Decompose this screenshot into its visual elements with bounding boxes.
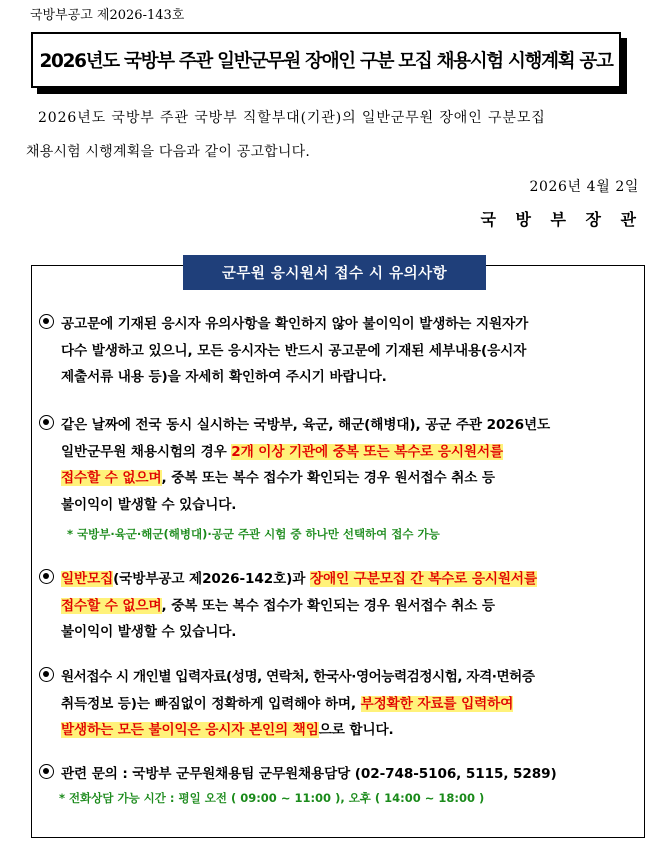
intro-line-2: 채용시험 시행계획을 다음과 같이 공고합니다. xyxy=(26,144,311,160)
bullet-icon xyxy=(39,667,54,682)
item-4-line-1: 원서접수 시 개인별 입력자료(성명, 연락처, 한국사·영어능력검정시험, 자격·면허증 xyxy=(61,669,535,685)
item-2-highlight-2: 접수할 수 없으며 xyxy=(61,470,162,486)
notice-item-1 xyxy=(39,311,639,391)
item-4-highlight-2: 발생하는 모든 불이익은 응시자 본인의 책임 xyxy=(61,722,319,738)
item-2-note: * 국방부·육군·해군(해병대)·공군 주관 시험 중 하나만 선택하여 접수 가능 xyxy=(67,527,440,541)
bullet-icon xyxy=(39,764,54,779)
notice-item-3 xyxy=(39,566,639,646)
item-5-note: * 전화상담 가능 시간 : 평일 오전 ( 09:00 ~ 11:00 ), 오후 ( 14:00 ~ 18:00 ) xyxy=(59,790,485,805)
notice-item-4 xyxy=(39,664,639,744)
item-5-line-1: 관련 문의 : 국방부 군무원채용팀 군무원채용담당 (02-748-5106, 5115, 5289) xyxy=(61,766,557,782)
item-2-line-4: 불이익이 발생할 수 있습니다. xyxy=(61,496,237,513)
bullet-icon xyxy=(39,569,54,584)
bullet-icon xyxy=(39,314,54,329)
intro-line-1: 2026년도 국방부 주관 국방부 직할부대(기관)의 일반군무원 장애인 구분모집 xyxy=(38,110,546,126)
intro-paragraph xyxy=(26,101,644,169)
notice-item-2 xyxy=(39,412,639,542)
item-1-line-3: 제출서류 내용 등)을 자세히 확인하여 주시기 바랍니다. xyxy=(61,369,387,385)
item-3-line-3: 불이익이 발생할 수 있습니다. xyxy=(61,624,237,640)
item-3-highlight-b: 장애인 구분모집 간 복수로 응시원서를 xyxy=(309,571,537,587)
item-4-line-2: 취득정보 등)는 빠짐없이 정확하게 입력해야 하며, xyxy=(61,695,361,712)
bullet-icon xyxy=(39,415,54,430)
item-1-line-1: 공고문에 기재된 응시자 유의사항을 확인하지 않아 불이익이 발생하는 지원자가 xyxy=(61,316,529,332)
page-title: 2026년도 국방부 주관 일반군무원 장애인 구분 모집 채용시험 시행계획 공고 xyxy=(39,51,613,72)
notice-number: 국방부공고 제2026-143호 xyxy=(30,8,185,23)
item-1-line-2: 다수 발생하고 있으니, 모든 응시자는 반드시 공고문에 기재된 세부내용(응시자 xyxy=(61,342,527,359)
notice-item-5 xyxy=(39,761,639,806)
title-box xyxy=(31,32,621,88)
item-3-highlight-a: 일반모집 xyxy=(61,571,114,587)
item-4-highlight-1: 부정확한 자료를 입력하여 xyxy=(360,695,514,712)
item-3-line-2: , 중복 또는 복수 접수가 확인되는 경우 원서접수 취소 등 xyxy=(161,597,495,614)
item-2-line-1: 같은 날짜에 전국 동시 실시하는 국방부, 육군, 해군(해병대), 공군 주관 2026년도 xyxy=(61,417,551,433)
item-3-line-1: (국방부공고 제2026-142호)과 xyxy=(113,571,310,587)
item-3-highlight-c: 접수할 수 없으며 xyxy=(61,597,162,614)
item-4-line-3: 으로 합니다. xyxy=(318,722,394,738)
section-heading: 군무원 응시원서 접수 시 유의사항 xyxy=(183,255,486,290)
signer: 국 방 부 장 관 xyxy=(480,210,643,229)
notice-date: 2026년 4월 2일 xyxy=(529,179,639,195)
item-2-line-2: 일반군무원 채용시험의 경우 xyxy=(61,443,232,460)
item-2-line-3: , 중복 또는 복수 접수가 확인되는 경우 원서접수 취소 등 xyxy=(161,470,495,486)
item-2-highlight-1: 2개 이상 기관에 중복 또는 복수로 응시원서를 xyxy=(231,443,504,460)
